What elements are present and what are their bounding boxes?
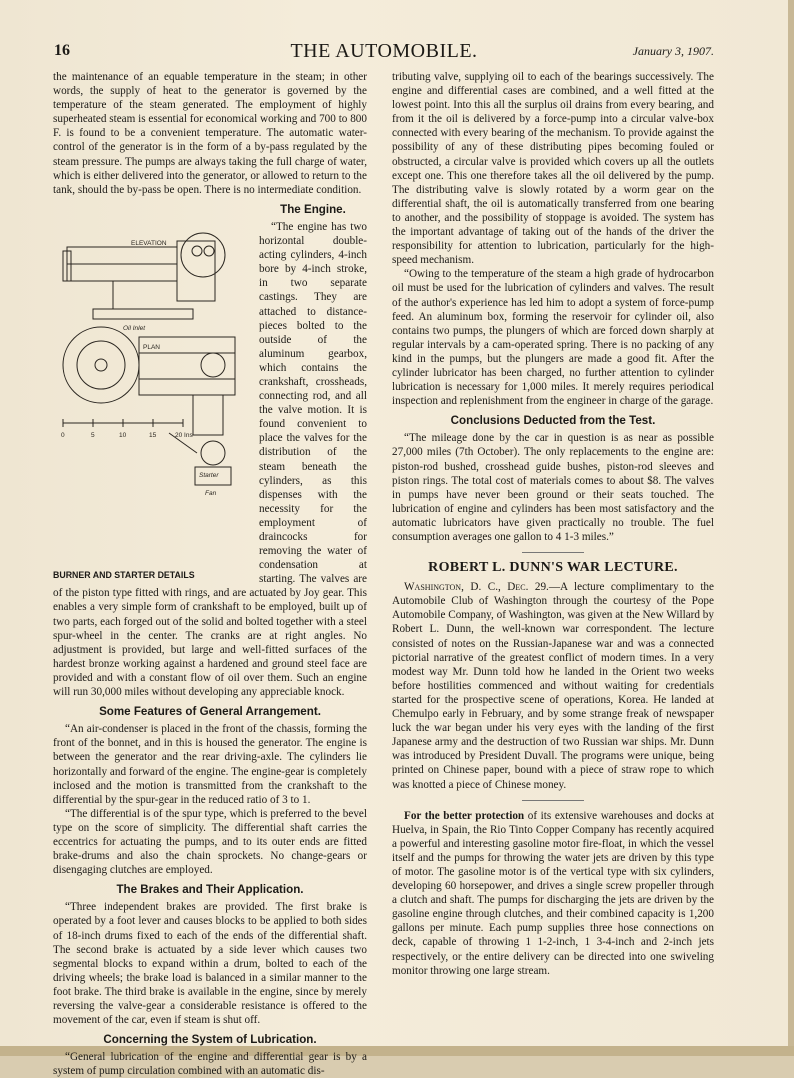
- article-headline: ROBERT L. DUNN'S WAR LECTURE.: [428, 560, 678, 576]
- divider: [522, 552, 584, 553]
- label-starter: Starter: [199, 471, 219, 479]
- plan-drum: [63, 327, 139, 403]
- engine-figure: [53, 197, 253, 582]
- section-heading: Some Features of General Arrangement.: [99, 705, 321, 719]
- page-edge-right: [788, 0, 794, 1056]
- paragraph: “The engine has two horizontal double-acting cylinders, 4-inch bore by 4-inch stroke, in two separate castings. They are attached to distance-pieces bolted to the outside of the aluminum gearbox, which contains the crankshaft, crossheads, connecting rod, and all the valve motion. It is found convenient to place the valves for the distribution of the steam beneath the cylinders, as this dispenses with the necessity for the employment of draincocks for removing the water of condensation at starting. The valves are of the piston type fitted with rings, and are actuated by Joy gear. This enables a very simple form of crankshaft to be employed, built up of two parts, each forged out of the solid and bolted together with a steel spur-wheel in the center. The cranks are at right angles. No adjustment is provided, but large and well-fitted surfaces of the hardest bronze working against a hardened and ground steel face are provided and with a constant flow of oil over them. Such an engine will run 30,000 miles without developing any appreciable knock.: [53, 220, 367, 699]
- scale-label: 20 Ins: [175, 431, 193, 439]
- section-heading: Concerning the System of Lubrication.: [103, 1033, 317, 1047]
- paragraph: “Three independent brakes are provided. The first brake is operated by a foot lever and causes blocks to be applied to both sides of 18-inch drums fixed to each of the ends of the differential shaft. The second brake is actuated by a side lever which causes two segmental blocks to expand within a drum, bolted to each of the driving wheels; the brake load is balanced in a similar manner to the foot brake. The third brake is available in the engine, since by merely reversing the valve-gear a considerable resistance is offered to the movement of the car, even if steam is shut off.: [53, 901, 367, 1027]
- paragraph: “General lubrication of the engine and differential gear is by a system of pump circulation combined with an automatic dis-: [53, 1051, 367, 1078]
- elevation-housing: [177, 241, 215, 301]
- section-heading: The Brakes and Their Application.: [116, 883, 304, 897]
- section-heading: The Engine.: [280, 202, 346, 216]
- paragraph: “Owing to the temperature of the steam a high grade of hydrocarbon oil must be used for the lubrication of cylinders and valves. The result of the author's experience has led him to adopt a system of force-pump feed. An aluminum box, forming the reservoir for cylinder oil, also contains two pumps, the plungers of which are forced down sharply at regular intervals by a cam-operated spring. There is no packing of any kind in the pumps, but the plungers are made a good fit. After the cylinder lubricator has been charged, no further attention to cylinder lubrication is necessary for 1,000 miles. It merely requires periodical inspection and replenishment from the engineer in charge of the garage.: [392, 268, 714, 408]
- page-number: 16: [54, 42, 70, 59]
- divider: [522, 800, 584, 801]
- starter-wheel: [201, 441, 225, 465]
- issue-date: January 3, 1907.: [632, 44, 714, 58]
- burner-starter-drawing: [53, 217, 253, 562]
- label-plan: PLAN: [143, 343, 160, 351]
- right-column: [392, 70, 714, 978]
- paragraph-text: —A lecture complimentary to the Automobile Club of Washington through the courtesy of the Pope Automobile Company, of Washington, was given at the New Willard by Robert L. Dunn, the well-known war correspondent. The lecture consisted of notes on the Russian-Japanese war and was a connected pictorial narrative of the greatest conflict of modern times. In a very modest way Mr. Dunn told how he landed in the Orient two weeks before hostilities commenced and without waiting for credentials started for the prospective scene of operations, Korea. He landed at Chemulpo early in February, and by some strange freak of newspaper luck the war began under his very eyes with the landing of the first Japanese army and the destruction of two Russian war ships. Mr. Dunn was introduced by President Duvall. The programs were unique, being printed on Chinese paper, bound with a piece of straw rope to which was knotted a piece of Chinese money.: [392, 581, 714, 791]
- left-column: [53, 70, 367, 1078]
- label-elevation: ELEVATION: [131, 239, 167, 247]
- publication-title: THE AUTOMOBILE.: [290, 40, 478, 62]
- section-heading: Conclusions Deducted from the Test.: [450, 414, 656, 428]
- elevation-base: [93, 309, 193, 319]
- lead-in: For the better protection: [404, 809, 525, 822]
- plan-drum-inner: [77, 341, 125, 389]
- paragraph-text: of its extensive warehouses and docks at Huelva, in Spain, the Rio Tinto Copper Company has recently acquired a powerful and interesting gasoline motor fire-float, in which the vessel itself and the pumps for throwing the water jets are driven by this type of motor. The gasoline motor is of the vertical type with six cylinders, developing 60 horsepower, and drives a single screw propeller through a clutch and shaft. The pumps for discharging the jets are driven by the gasoline engine through clutches, and their combined capacity is 1,200 gallons per minute. Each pump supplies three hose connections on deck, capable of throwing 1 1-2-inch, 1 3-4-inch and 2-inch jets respectively, or the entire delivery can be directed into one swiveling monitor throwing one large stream.: [392, 809, 715, 977]
- scale-label: 5: [91, 431, 95, 439]
- paragraph: [392, 809, 714, 978]
- plan-pump: [193, 395, 223, 435]
- running-header: [54, 42, 714, 62]
- elevation-bolt: [192, 246, 202, 256]
- elevation-bolt: [204, 246, 214, 256]
- paragraph: “The differential is of the spur type, which is preferred to the bevel type on the score of simplicity. The differential shaft carries the eccentrics for actuating the pumps, and to its outer ends are fitted brake-drums and also the chain sprockets. No change-gears or disengaging clutches are employed.: [53, 807, 367, 877]
- scale-label: 0: [61, 431, 65, 439]
- paragraph: [392, 580, 714, 791]
- paragraph: the maintenance of an equable temperature in the steam; in other words, the supply of heat to the generator is governed by the temperature of the steam generated. The employment of highly superheated steam is essential for economical working and 700 to 800 F. is found to be a convenient temperature. The automatic water-control of the generator is in the form of a by-pass regulated by the steam pressure. The pumps are always taking the full charge of water, which is either delivered into the generator, or allowed to return to the tank, should the by-pass be open. There is no intermediate condition.: [53, 71, 367, 196]
- label-oil-inlet: Oil Inlet: [123, 324, 146, 332]
- scale-label: 15: [149, 431, 157, 439]
- elevation-wheel: [181, 233, 225, 277]
- paragraph: tributing valve, supplying oil to each of the bearings successively. The engine and differential cases are combined, and a well fitted at the lowest point. Into this all the surplus oil drains from every bearing, and from it the oil is delivered by a force-pump into a circular valve-box connected with every bearing of the mechanism. To provide against the possibility of any of these distributing pipes becoming fouled or obstructed, a circular valve is provided which covers up all the outlets except one. This one therefore takes all the oil delivered by the pump. The distributing valve is slowly rotated by a worm gear on the differential shaft, the oil is automatically transferred from one bearing to another, and the possibility of stoppage is avoided. The system has the important advantage of taking out of the hands of the driver the responsibility for attention to lubrication, particularly for the high-speed mechanism.: [392, 71, 714, 267]
- paragraph: “An air-condenser is placed in the front of the chassis, forming the front of the bonnet, and in this is housed the generator. The engine is between the generator and the rear driving-axle. The cylinders lie horizontally and forward of the engine. The engine-gear is completely inclosed and the motion is transmitted from the crankshaft to the differential by the spur-gear in the reduced ratio of 3 to 1.: [53, 723, 367, 806]
- scale-label: 10: [119, 431, 127, 439]
- dateline: Washington, D. C., Dec. 29.: [404, 581, 549, 594]
- plan-wheel: [201, 353, 225, 377]
- figure-caption: BURNER AND STARTER DETAILS: [53, 569, 195, 580]
- paragraph: “The mileage done by the car in question is as near as possible 27,000 miles (7th October). The only replacements to the engine are: piston-rod bushed, crosshead guide bushes, piston-rod sleeves and piston rings. The total cost of materials comes to about $8. The valves in pumps have never been ground or their seats touched. The lubrication of engine and cylinders has been most satisfactory and the automatic lubricators have given practically no trouble. The fuel consumption averages one gallon to 4 1-3 miles.”: [392, 432, 714, 543]
- label-fan: Fan: [205, 489, 217, 497]
- plan-hub: [95, 359, 107, 371]
